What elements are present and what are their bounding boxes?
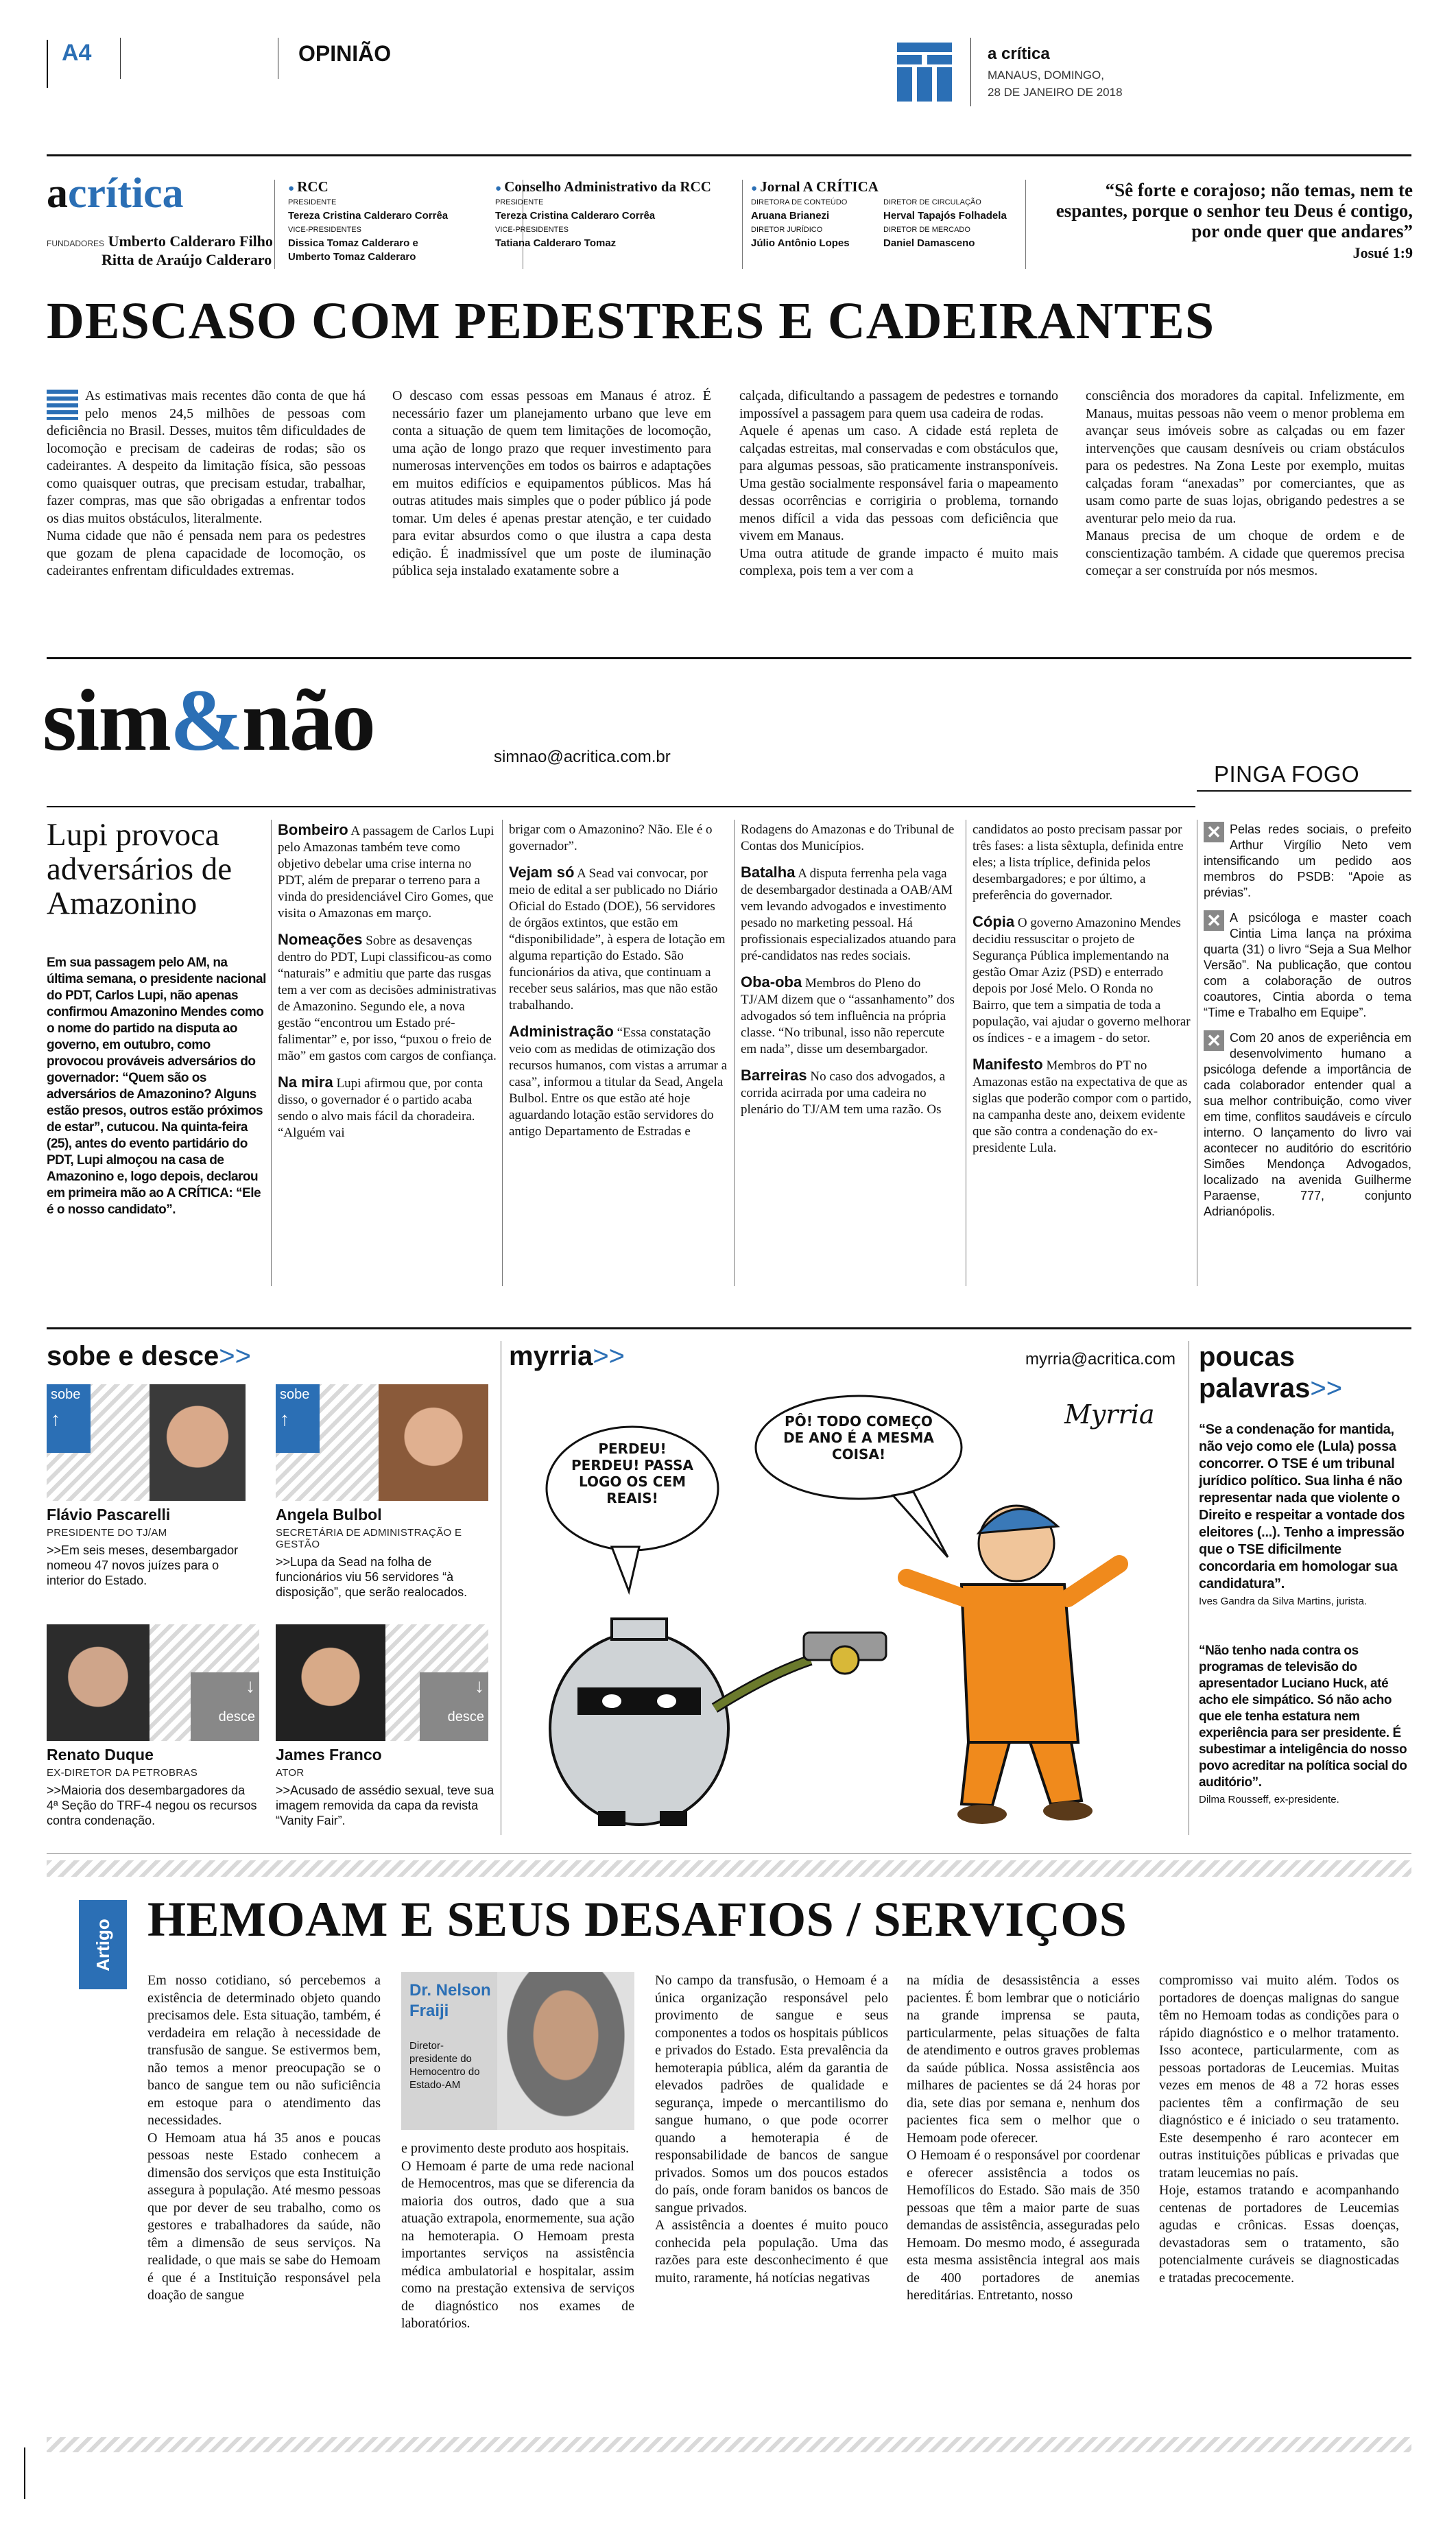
simnao-headline: Lupi provoca adversários de Amazonino — [47, 817, 232, 921]
author-name: Dr. Nelson Fraiji — [409, 1981, 491, 2020]
desce-person-2: James Franco ATOR >>Acusado de assédio sexual, teve sua imagem removida da capa da revista “Vanity Fair”. — [276, 1746, 494, 1827]
speech-bubble-left: PERDEU! PERDEU! PASSA LOGO OS CEM REAIS! — [571, 1441, 693, 1506]
editorial-icon — [47, 390, 78, 420]
jornal-block: ● Jornal A CRÍTICA DIRETORA DE CONTEÚDO Aruana Brianezi DIRETOR JURÍDICO Júlio Antônio Lopes DIRETOR DE CIRCULAÇÃO Herval Tapajós Folhadela DIRETOR DE MERCADO Daniel Damasceno — [751, 178, 1007, 249]
artigo-col-1: Em nosso cotidiano, só percebemos a existência de determinado objeto quando precisamos dele. Esta situação, também, é verdadeira em relação à necessidade de transfusão de sangue. Se estivermos bem, não temos a menor preocupação se o banco de sangue tem ou não suficiência em estoque para o atendimento das necessidades. O Hemoam atua há 35 anos e poucas pessoas neste Estado conhecem a dimensão dos serviços que esta Instituição assegura à população. Até mesmo pessoas que por dever de seu trabalho, como os gestores e trabalhadores da saúde, não têm a dimensão de seus serviços. Na realidade, o que mais se sabe do Hemoam é que é a Instituição responsável pela doação de sangue — [147, 1973, 381, 2303]
sobe-card-2 — [276, 1384, 488, 1501]
simnao-col-3: brigar com o Amazonino? Não. Ele é o governador”. Vejam só A Sead vai convocar, por meio de edital a ser publicado no Diário Oficial do Estado (DOE), 56 servidores de órgãos extintos, que estão em “disponibilidade”, à espera de lotação em alguma repartição do Estado. São funcionários da ativa, que continuam a receber seus salários, mas que não estão trabalhando. Administração “Essa constatação veio com as medidas de otimização dos recursos humanos, com vistas a arrumar a casa”, informou a titular da Sead, Angela Bulbol. Entre os que estão até hoje aguardando lotação estão servidores do antigo Departamento de Estradas e — [509, 822, 728, 1139]
logo: acrítica — [47, 170, 184, 217]
page-number: A4 — [62, 40, 92, 66]
avatar — [276, 1624, 385, 1741]
edition-date: 28 DE JANEIRO DE 2018 — [988, 86, 1123, 99]
artigo-title: HEMOAM E SEUS DESAFIOS / SERVIÇOS — [147, 1892, 1127, 1947]
author-box — [401, 1972, 634, 2130]
x-icon: ✕ — [1204, 822, 1224, 842]
artigo-col-3: No campo da transfusão, o Hemoam é a única organização responsável pelo provimento de sangue e seus componentes a todos os hospitais públicos e privados do Estado. Esta prevalência da hemoterapia pública, além da garantia de elevados padrões de qualidade e segurança, impede o mercantilismo do sangue humano, o que pode ocorrer quando a hemoterapia é de responsabilidade de bancos de sangue privados. Somos um dos poucos estados do país, onde foram banidos os bancos de sangue privados. A assistência a doentes é muito pouco conhecida pela população. Uma das razões para este desconhecimento é que muito, raramente, há notícias negativas — [655, 1973, 888, 2286]
myrria-title: myrria>> — [509, 1341, 625, 1371]
arrow-down-icon: ↓ — [246, 1675, 255, 1696]
page-corner-mark — [24, 2447, 25, 2499]
artigo-col-5: compromisso vai muito além. Todos os portadores de doenças malignas do sangue têm no Hemoam todas as condições para o rápido diagnóstico e o melhor tratamento. Isso acontece, particularmente, com as pessoas portadoras de Leucemias. Muitas vezes em menos de 48 a 72 horas esses pacientes têm a confirmação de seu diagnóstico e é iniciado o seu tratamento. Este desempenho é raro acontecer em outras instituições públicas e privadas que tratam leucemias no país. Hoje, estamos tratando e acompanhando centenas de portadores de Leucemias agudas e crônicas. Essas doenças, devastadoras sem o tratamento, são potencialmente curáveis se diagnosticadas e tratadas precocemente. — [1159, 1973, 1399, 2286]
speech-bubble-right: PÔ! TODO COMEÇO DE ANO É A MESMA COISA! — [783, 1413, 934, 1462]
editorial-col-3: calçada, dificultando a passagem de pedestres e tornando impossível a passagem para quem usa cadeira de rodas. Aquele é apenas um caso. A cidade está repleta de calçadas estreitas, mal conservadas e com obstáculos que, para algumas pessoas, são praticamente instransponíveis. Uma gestão socialmente responsável faria o mapeamento dessas ocorrências e corrigiria o problema, tornando menos difícil a vida das pessoas com deficiência que vivem em Manaus. Uma outra atitude de grande impacto é muito mais complexa, pois tem a ver com a — [739, 388, 1058, 578]
x-icon: ✕ — [1204, 1030, 1224, 1051]
poucas-quote-1: “Se a condenação for mantida, não vejo como ele (Lula) possa concorrer. O TSE é um tribunal jurídico político. Sua linha é não representar nada que violente o Direito e respeitar a vontade dos eleitores (...). Tenho a impressão que o TSE dificilmente concordaria em homologar sua candidatura”. Ives Gandra da Silva Martins, jurista. — [1199, 1422, 1405, 1607]
simnao-lead: Em sua passagem pelo AM, na última semana, o presidente nacional do PDT, Carlos Lupi, não apenas confirmou Amazonino Mendes como o nome do partido na disputa ao governo, em outubro, como provocou prováveis adversários do governador: “Quem são os adversários de Amazonino? Alguns estão presos, outros estão próximos de estar”, cutucou. Na quinta-feira (25), antes do evento partidário do PDT, Lupi almoçou na casa de Amazonino e, logo depois, declarou em primeira mão ao A CRÍTICA: “Ele é o nosso candidato”. — [47, 956, 266, 1217]
founders: FUNDADORES Umberto Calderaro Filho Ritta de Araújo Calderaro — [47, 233, 273, 268]
simnao-col-4: Rodagens do Amazonas e do Tribunal de Contas dos Municípios. Batalha A disputa ferrenha pela vaga de desembargador destinada a OAB/AM vem levando advogados e investimento pesado no marketing pessoal. Há profissionais especializados atuando para pré-candidatos nas redes sociais. Oba-oba Membros do Pleno do TJ/AM dizem que o “assanhamento” dos advogados só tem influência na própria classe. “No tribunal, isso não repercute em nada”, disse um desembargador. Barreiras No caso dos advogados, a corrida acirrada por uma cadeira no plenário do TJ/AM tem uma razão. Os — [741, 822, 956, 1117]
editorial-col-1: As estimativas mais recentes dão conta de que há pelo menos 24,5 milhões de pessoas com deficiência no Brasil. Desses, muitos têm dificuldades de locomoção e precisam de cadeiras de rodas; são os cadeirantes. A despeito da limitação física, são pessoas como quaisquer outras, que precisam estudar, trabalhar, fazer compras, mas que são obrigadas a enfrentar todos os dias muitos obstáculos, literalmente. Numa cidade que não é pensada nem para os pedestres que gozam de plena capacidade de locomoção, os cadeirantes enfrentam dificuldades extremas. — [47, 388, 366, 578]
arrow-down-icon: ↓ — [475, 1675, 484, 1696]
artigo-label: Artigo — [79, 1900, 127, 1989]
author-desc: Diretor-presidente do Hemocentro do Estado-AM — [409, 2040, 480, 2091]
page-corner-mark — [47, 40, 48, 88]
location-date: MANAUS, DOMINGO, — [988, 69, 1105, 82]
arrow-up-icon: ↑ — [280, 1408, 289, 1430]
simnao-col-2: Bombeiro A passagem de Carlos Lupi pelo Amazonas também teve como objetivo debelar uma crise interna no PDT, além de preparar o terreno para a vinda do presidenciável Ciro Gomes, que visita o Amazonas em março. Nomeações Sobre as desavenças dentro do PDT, Lupi classificou-as como “naturais” e admitiu que parte das rusgas tem a ver com as decisões administrativas de Amazonino. Segundo ele, a nova gestão “encontrou um Estado pré-falimentar” e, por isso, “puxou o freio de mão” em gastos com cargos de confiança. Na mira Lupi afirmou que, por conta disso, o governador é o partido acaba sendo o alvo mais fácil da choradeira. “Alguém vai — [278, 821, 497, 1140]
desce-card-2 — [276, 1624, 488, 1741]
svg-text:Myrria: Myrria — [1064, 1399, 1155, 1430]
arrow-up-icon: ↑ — [51, 1408, 60, 1430]
pinga-fogo-label: PINGA FOGO — [1214, 761, 1360, 787]
x-icon: ✕ — [1204, 910, 1224, 931]
brand-name: a crítica — [988, 45, 1050, 63]
sobe-desce-title: sobe e desce>> — [47, 1341, 251, 1371]
sobe-tag: sobe ↑ — [47, 1384, 91, 1453]
myrria-email[interactable]: myrria@acritica.com — [1025, 1350, 1176, 1368]
desce-tag: ↓ desce — [420, 1672, 488, 1741]
avatar — [379, 1384, 488, 1501]
avatar — [47, 1624, 150, 1741]
artigo-stripe-bottom — [47, 2437, 1411, 2452]
desce-tag: ↓ desce — [191, 1672, 259, 1741]
desce-card-1 — [47, 1624, 259, 1741]
section-name: OPINIÃO — [298, 41, 392, 66]
editorial-col-4: consciência dos moradores da capital. Infelizmente, em Manaus, muitas pessoas não veem o menor problema em avançar seus imóveis sobre as calçadas ou em fazer intervenções que causam desníveis ou criam obstáculos para os pedestres. Na Zona Leste por exemplo, muitas calçadas foram “anexadas” por comerciantes, que as usam como parte de suas lojas, obrigando pedestres a se aventurar pelo meio da rua. Manaus precisa de um choque de ordem e de conscientização também. A cidade que queremos precisa começar a ser construída por nós mesmos. — [1086, 388, 1405, 578]
sobe-tag: sobe ↑ — [276, 1384, 320, 1453]
rcc-block: ● RCC PRESIDENTE Tereza Cristina Calderaro Corrêa VICE-PRESIDENTES Dissica Tomaz Calderaro e Umberto Tomaz Calderaro — [288, 178, 449, 263]
artigo-col-2: e provimento deste produto aos hospitais. O Hemoam é parte de uma rede nacional de Hemocentros, mas que se diferencia da maioria dos outros, dado que a sua atuação extrapola, enormemente, sua ação na hemoterapia. O Hemoam presta importantes serviços na assistência médica ambulatorial e hospitalar, assim como na prestação extensiva de serviços de diagnóstico nos exames de laboratórios. — [401, 2141, 634, 2331]
masthead-quote: “Sê forte e corajoso; não temas, nem te espantes, porque o senhor teu Deus é contigo, por onde quer que andares” Josué 1:9 — [1055, 180, 1413, 261]
editorial-col-2: O descaso com essas pessoas em Manaus é atroz. É necessário fazer um planejamento urbano que leve em conta a situação de quem tem limitações de locomoção, uma ação de longo prazo que requer investimento para numerosas intervenções em todos os bairros e adaptações em muitos edifícios e equipamentos públicos. Mas há outras atitudes mais simples que o poder público já pode tomar. Um deles é apenas prestar atenção, e ter cuidado para evitar absurdos como o que ilustra a capa desta edição. É inadmissível que um poste de iluminação pública seja instalado exatamente sobre a — [392, 388, 711, 578]
brand-icon — [897, 43, 952, 102]
artigo-col-4: na mídia de desassistência a esses pacientes. É bom lembrar que o noticiário na grande imprensa se pauta, particularmente, pelas situações de falta de atendimento e outros graves problemas da saúde pública. Nossa assistência aos milhares de pacientes se dá 24 horas por dia, sete dias por semana e, nenhum dos pacientes fica sem o melhor que o Hemoam pode oferecer. O Hemoam é o responsável por coordenar e oferecer assistência a todos os Hemofílicos do Estado. São mais de 350 pessoas que têm a maior parte de suas demandas de assistência, asseguradas pelo Hemoam. Do mesmo modo, é assegurada esta mesma assistência integral aos mais de 400 portadores de anemias hereditárias. Entretanto, nosso — [907, 1973, 1140, 2303]
simnao-email[interactable]: simnao@acritica.com.br — [494, 748, 671, 766]
poucas-quote-2: “Não tenho nada contra os programas de televisão do apresentador Luciano Huck, até acho ele simpático. Só não acho que ele tenha estatura nem experiência para ser presidente. É subestimar a inteligência do nosso povo acreditar na política social do auditório”. Dilma Rousseff, ex-presidente. — [1199, 1644, 1407, 1805]
poucas-palavras-title: poucas palavras>> — [1199, 1342, 1343, 1403]
editorial-title: DESCASO COM PEDESTRES E CADEIRANTES — [47, 292, 1215, 350]
artigo-stripe-top — [47, 1860, 1411, 1877]
pinga-fogo-col: ✕ Pelas redes sociais, o prefeito Arthur Virgílio Neto vem intensificando um pedido aos membros do PSDB: “Apoie as prévias”. ✕ A psicóloga e master coach Cintia Lima lança na próxima quarta (31) o livro “Seja a Sua Melhor Versão”. Na publicação, que contou com a colaboração de outros coautores, Cintia aborda o tema “Time e Trabalho em Equipe”. ✕ Com 20 anos de experiência em desenvolvimento humano a psicóloga defende a importância de cada colaborador entender qual a sua melhor contribuição, como viver em time, conflitos saudáveis e círculo interno. O lançamento do livro vai acontecer no auditório do escritório Simões Mendonça Advogados, localizado na avenida Guilherme Paraense, 777, conjunto Adrianópolis. — [1204, 822, 1411, 1218]
sobe-card-1 — [47, 1384, 246, 1501]
simnao-col-5: candidatos ao posto precisam passar por três fases: a lista sêxtupla, definida entre eles; a lista tríplice, definida pelos desembargadores; e por último, a preferência do governador. Cópia O governo Amazonino Mendes decidiu ressuscitar o projeto de Segurança Pública implementando na gestão Omar Aziz (PSD) e enterrado depois por José Melo. O Ronda no Bairro, que tem a simpatia de toda a população, vai ajudar o governo melhorar os índices - e a imagem - do setor. Manifesto Membros do PT no Amazonas estão na expectativa de que as siglas que poderão compor com o partido, na campanha deste ano, deixem evidente que são contra a condenação do ex-presidente Lula. — [972, 822, 1192, 1155]
author-photo — [497, 1972, 634, 2130]
sobe-person-1: Flávio Pascarelli PRESIDENTE DO TJ/AM >>Em seis meses, desembargador nomeou 47 novos juízes para o interior do Estado. — [47, 1506, 239, 1587]
avatar — [150, 1384, 246, 1501]
sobe-person-2: Angela Bulbol SECRETÁRIA DE ADMINISTRAÇÃO E GESTÃO >>Lupa da Sead na folha de funcionários viu 56 servidores “à disposição”, que serão realocados. — [276, 1506, 468, 1599]
conselho-block: ● Conselho Administrativo da RCC PRESIDENTE Tereza Cristina Calderaro Corrêa VICE-PRESIDENTES Tatiana Calderaro Tomaz — [495, 178, 711, 249]
desce-person-1: Renato Duque EX-DIRETOR DA PETROBRAS >>Maioria dos desembargadores da 4ª Seção do TRF-4 negou os recursos contra condenação. — [47, 1746, 257, 1827]
simnao-logo: sim&não — [43, 672, 374, 769]
cartoon — [509, 1386, 1184, 1831]
